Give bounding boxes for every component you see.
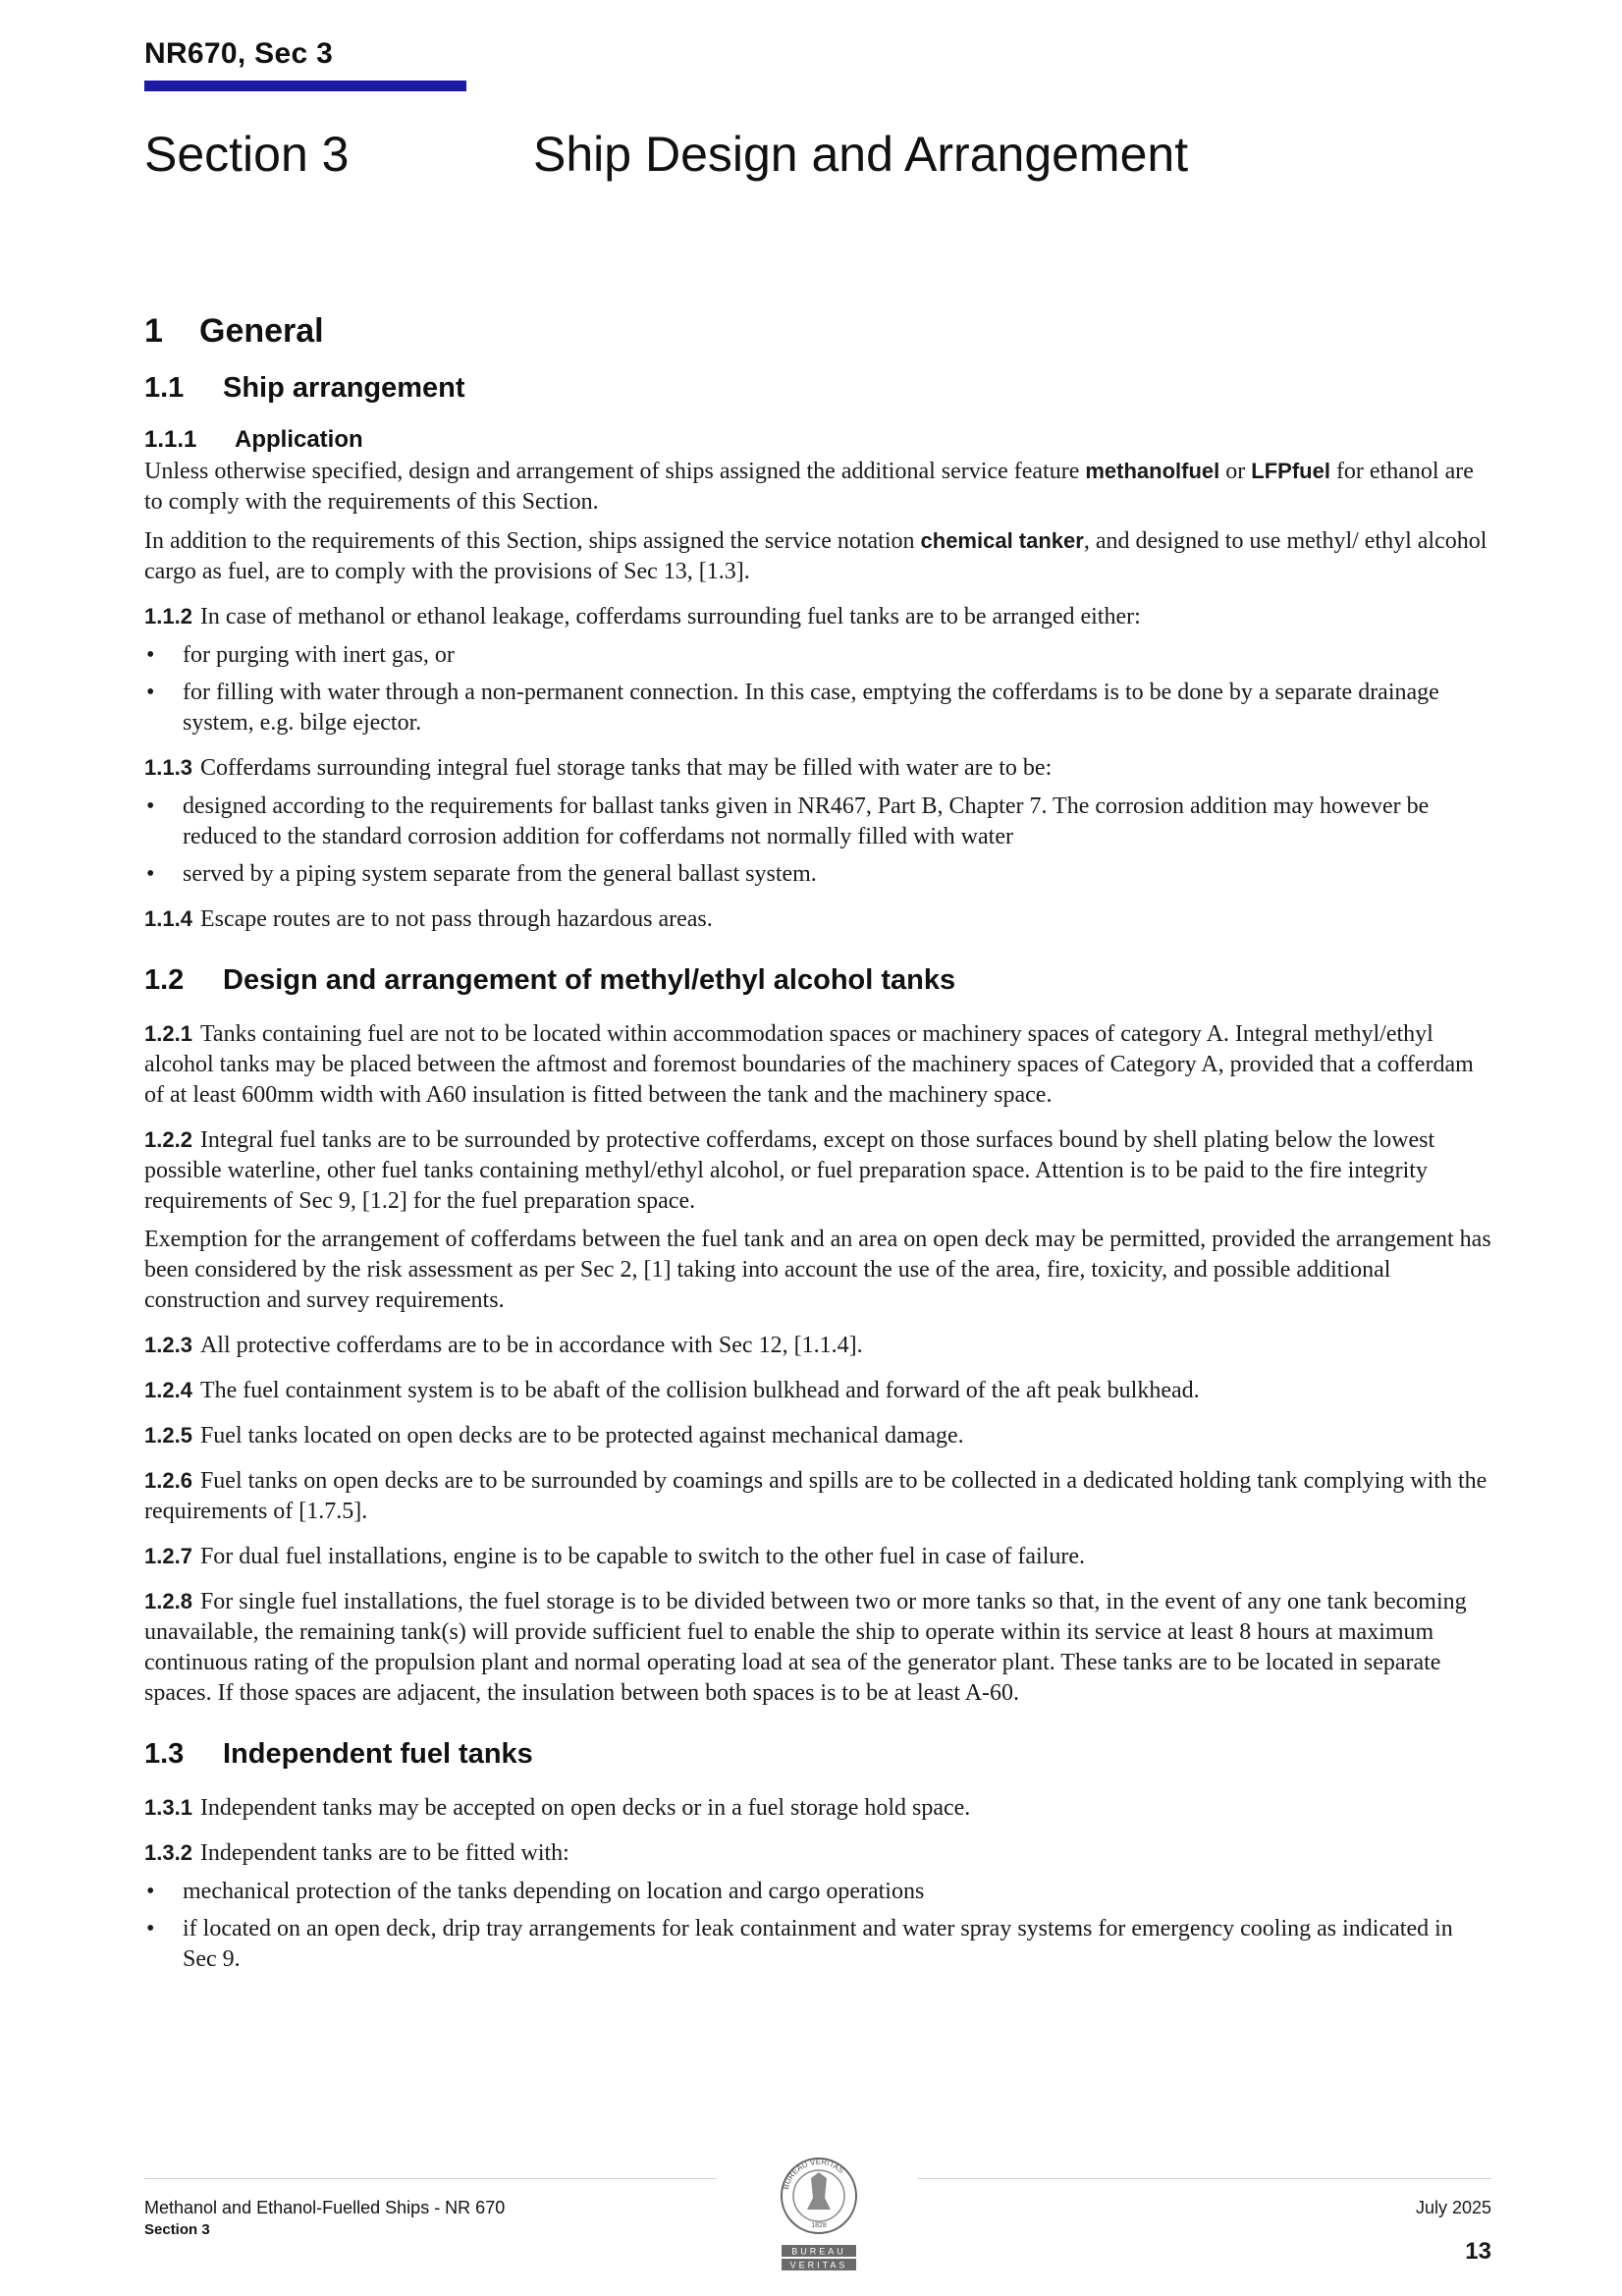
article-text: All protective cofferdams are to be in accordance with Sec 12, [1.1.4]. — [199, 1333, 863, 1358]
paragraph-text: for ethanol are to comply with the requirements of this Section. — [144, 459, 1474, 515]
article-number: 1.3.1 — [144, 1795, 192, 1820]
document-reference: NR670, Sec 3 — [144, 37, 334, 70]
article-number: 1.1.3 — [144, 755, 192, 780]
article-paragraph — [144, 1018, 1491, 1111]
article-number: 1.1.2 — [144, 604, 192, 629]
footer-rule-left — [144, 2178, 717, 2179]
heading-text: Application — [235, 426, 363, 453]
article-paragraph — [144, 1330, 1491, 1361]
article-number: 1.2.1 — [144, 1021, 192, 1046]
bold-term: LFPfuel — [1251, 459, 1330, 483]
article-text: Tanks containing fuel are not to be located within accommodation spaces or machinery spaces of category A. Integral methyl/ethyl alcohol tanks may be placed between the aftmost and foremost boundaries of the machinery spaces of Category A, provided that a cofferdam of at least 600mm width with A60 insulation is fitted between the tank and the machinery space. — [144, 1021, 1474, 1108]
heading-text: General — [199, 312, 324, 350]
article-paragraph — [144, 752, 1491, 784]
article-text: Independent tanks are to be fitted with: — [199, 1840, 569, 1866]
footer-section: Section 3 — [144, 2221, 210, 2238]
article-paragraph — [144, 1837, 1491, 1869]
article-paragraph — [144, 1375, 1491, 1406]
page-number: 13 — [1465, 2238, 1491, 2265]
footer-rule-right — [918, 2178, 1491, 2179]
logo-word-bureau: BUREAU — [791, 2246, 846, 2257]
list-item: • if located on an open deck, drip tray arrangements for leak containment and water spray systems for emergency cooling as indicated in Sec 9. — [144, 1914, 1491, 1975]
article-number: 1.2.6 — [144, 1468, 192, 1493]
paragraph-text: In addition to the requirements of this Section, ships assigned the service notation — [144, 528, 921, 554]
heading-number: 1.3 — [144, 1738, 185, 1770]
list-item: • for purging with inert gas, or — [144, 640, 1491, 671]
heading-text: Independent fuel tanks — [223, 1738, 533, 1770]
section-title: Ship Design and Arrangement — [533, 127, 1189, 182]
heading-number: 1.1.1 — [144, 426, 197, 453]
article-number: 1.2.3 — [144, 1333, 192, 1357]
article-paragraph — [144, 1124, 1491, 1217]
paragraph — [144, 456, 1491, 518]
logo-seal-text: BUREAU VERITAS — [781, 2157, 846, 2191]
heading-number: 1.2 — [144, 964, 185, 996]
footer-date: July 2025 — [1415, 2198, 1491, 2217]
paragraph-text: Unless otherwise specified, design and arrangement of ships assigned the additional service feature — [144, 459, 1086, 484]
article-number: 1.2.2 — [144, 1127, 192, 1152]
heading-number: 1 — [144, 312, 163, 350]
heading-level-2 — [144, 1738, 1491, 1771]
bullet-list — [144, 640, 1491, 738]
article-paragraph — [144, 903, 1491, 935]
article-text: For dual fuel installations, engine is to be capable to switch to the other fuel in case of failure. — [199, 1544, 1086, 1569]
heading-number: 1.1 — [144, 372, 185, 404]
logo-year: 1828 — [811, 2222, 827, 2229]
bold-term: methanolfuel — [1085, 459, 1220, 483]
paragraph-text: , and designed to use methyl/ ethyl alcohol cargo as fuel, are to comply with the provisions of Sec 13, [1.3]. — [144, 528, 1487, 584]
document-body — [144, 312, 1491, 1983]
bureau-veritas-logo — [772, 2149, 866, 2276]
heading-level-3 — [144, 426, 1491, 454]
article-text: For single fuel installations, the fuel storage is to be divided between two or more tanks so that, in the event of any one tank becoming unavailable, the remaining tank(s) will provide sufficient fuel to enable the ship to operate within its service at least 8 hours at maximum continuous rating of the propulsion plant and normal operating load at sea of the generator plant. These tanks are to be located in separate spaces. If those spaces are adjacent, the insulation between both spaces is to be at least A-60. — [144, 1589, 1467, 1706]
article-number: 1.2.8 — [144, 1589, 192, 1613]
article-number: 1.2.4 — [144, 1378, 192, 1402]
paragraph — [144, 1225, 1491, 1316]
logo-word-veritas: VERITAS — [789, 2260, 848, 2270]
section-number: Section 3 — [144, 127, 350, 182]
paragraph — [144, 525, 1491, 587]
article-text: Independent tanks may be accepted on open decks or in a fuel storage hold space. — [199, 1795, 971, 1821]
article-paragraph — [144, 1420, 1491, 1451]
article-number: 1.3.2 — [144, 1840, 192, 1865]
heading-level-2 — [144, 372, 1491, 405]
article-paragraph — [144, 1541, 1491, 1572]
article-text: Fuel tanks located on open decks are to be protected against mechanical damage. — [199, 1423, 964, 1449]
bold-term: chemical tanker — [920, 528, 1084, 553]
article-paragraph — [144, 1465, 1491, 1527]
article-text: Fuel tanks on open decks are to be surrounded by coamings and spills are to be collected in a dedicated holding tank complying with the requirements of [1.7.5]. — [144, 1468, 1487, 1524]
heading-text: Design and arrangement of methyl/ethyl alcohol tanks — [223, 964, 956, 996]
article-text: In case of methanol or ethanol leakage, cofferdams surrounding fuel tanks are to be arranged either: — [199, 604, 1141, 629]
article-text: The fuel containment system is to be abaft of the collision bulkhead and forward of the aft peak bulkhead. — [199, 1378, 1200, 1403]
article-number: 1.1.4 — [144, 906, 192, 931]
article-paragraph — [144, 1586, 1491, 1709]
list-item: • designed according to the requirements for ballast tanks given in NR467, Part B, Chapter 7. The corrosion addition may however be reduced to the standard corrosion addition for cofferdams not normally filled with water — [144, 792, 1491, 852]
paragraph-text: or — [1219, 459, 1252, 484]
list-item: • for filling with water through a non-permanent connection. In this case, emptying the cofferdams is to be done by a separate drainage system, e.g. bilge ejector. — [144, 678, 1491, 738]
article-paragraph — [144, 601, 1491, 632]
header-accent-bar — [144, 81, 466, 91]
list-item: • mechanical protection of the tanks depending on location and cargo operations — [144, 1877, 1491, 1907]
heading-text: Ship arrangement — [223, 372, 465, 404]
article-text: Integral fuel tanks are to be surrounded by protective cofferdams, except on those surfaces bound by shell plating below the lowest possible waterline, other fuel tanks containing methyl/ethyl alcohol, or fuel preparation space. Attention is to be paid to the fire integrity requirements of Sec 9, [1.2] for the fuel preparation space. — [144, 1127, 1435, 1214]
logo-figure-icon — [807, 2172, 831, 2210]
footer-left — [144, 2198, 505, 2238]
article-text: Escape routes are to not pass through hazardous areas. — [199, 906, 713, 932]
list-item: • served by a piping system separate from the general ballast system. — [144, 859, 1491, 890]
bullet-list — [144, 792, 1491, 890]
article-number: 1.2.5 — [144, 1423, 192, 1448]
article-text: Cofferdams surrounding integral fuel storage tanks that may be filled with water are to be: — [199, 755, 1053, 781]
heading-level-2 — [144, 964, 1491, 997]
article-paragraph — [144, 1792, 1491, 1824]
article-number: 1.2.7 — [144, 1544, 192, 1568]
heading-level-1 — [144, 312, 1491, 351]
bullet-list — [144, 1877, 1491, 1975]
footer-document-title: Methanol and Ethanol-Fuelled Ships - NR 670 — [144, 2198, 506, 2217]
paragraph-text: Exemption for the arrangement of cofferdams between the fuel tank and an area on open deck may be permitted, provided the arrangement has been considered by the risk assessment as per Sec 2, [1] taking into account the use of the area, fire, toxicity, and possible additional construction and survey requirements. — [144, 1227, 1491, 1313]
